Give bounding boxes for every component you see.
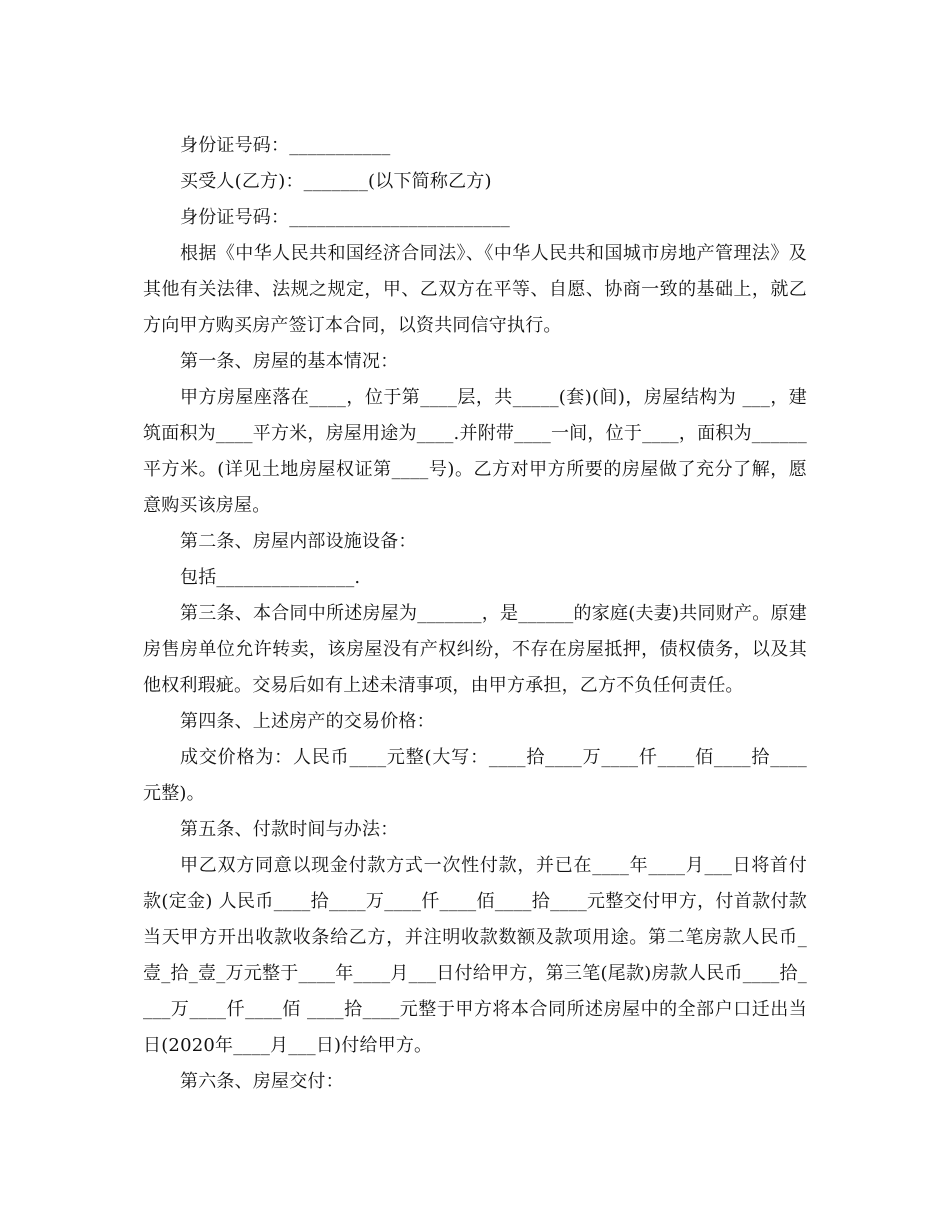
article-2-body: 包括_______________.: [180, 567, 361, 588]
buyer-id-number-line: 身份证号码：________________________: [180, 207, 510, 228]
article-5-body: 甲乙双方同意以现金付款方式一次性付款，并已在____年____月___日将首付款(定金) 人民币____拾____万____仟____佰____拾____元整交付甲方，付首款付款当天甲方开出收款收条给乙方，并注明收款数额及款项用途。第二笔房款人民币_壹_拾_壹_万元整于____年____月___日付给甲方，第三笔(尾款)房款人民币____拾____万____仟____佰 ____拾____元整于甲方将本合同所述房屋中的全部户口迁出当日(2020年____月___日)付给甲方。: [143, 855, 807, 1056]
article-2-heading: 第二条、房屋内部设施设备：: [180, 531, 417, 552]
preamble-paragraph: 根据《中华人民共和国经济合同法》、《中华人民共和国城市房地产管理法》及其他有关法律、法规之规定，甲、乙双方在平等、自愿、协商一致的基础上，就乙方向甲方购买房产签订本合同，以资共同信守执行。: [143, 243, 807, 336]
article-1-body: 甲方房屋座落在____，位于第____层，共_____(套)(间)，房屋结构为 ___，建筑面积为____平方米，房屋用途为____.并附带____一间，位于____，面积为______平方米。(详见土地房屋权证第____号)。乙方对甲方所要的房屋做了充分了解，愿意购买该房屋。: [143, 387, 807, 516]
article-6-heading: 第六条、房屋交付：: [180, 1071, 344, 1092]
document-body: [143, 128, 807, 1100]
article-1-heading: 第一条、房屋的基本情况：: [180, 351, 399, 372]
article-5-heading: 第五条、付款时间与办法：: [180, 819, 399, 840]
article-3-body: 第三条、本合同中所述房屋为_______，是______的家庭(夫妻)共同财产。原建房售房单位允许转卖，该房屋没有产权纠纷，不存在房屋抵押，债权债务，以及其他权利瑕疵。交易后如有上述未清事项，由甲方承担，乙方不负任何责任。: [143, 603, 807, 696]
article-4-heading: 第四条、上述房产的交易价格：: [180, 711, 435, 732]
buyer-line: 买受人(乙方)：_______(以下简称乙方): [180, 171, 492, 192]
seller-id-number-line: 身份证号码：___________: [180, 135, 391, 156]
article-4-body: 成交价格为：人民币____元整(大写：____拾____万____仟____佰____拾____元整)。: [143, 747, 807, 804]
